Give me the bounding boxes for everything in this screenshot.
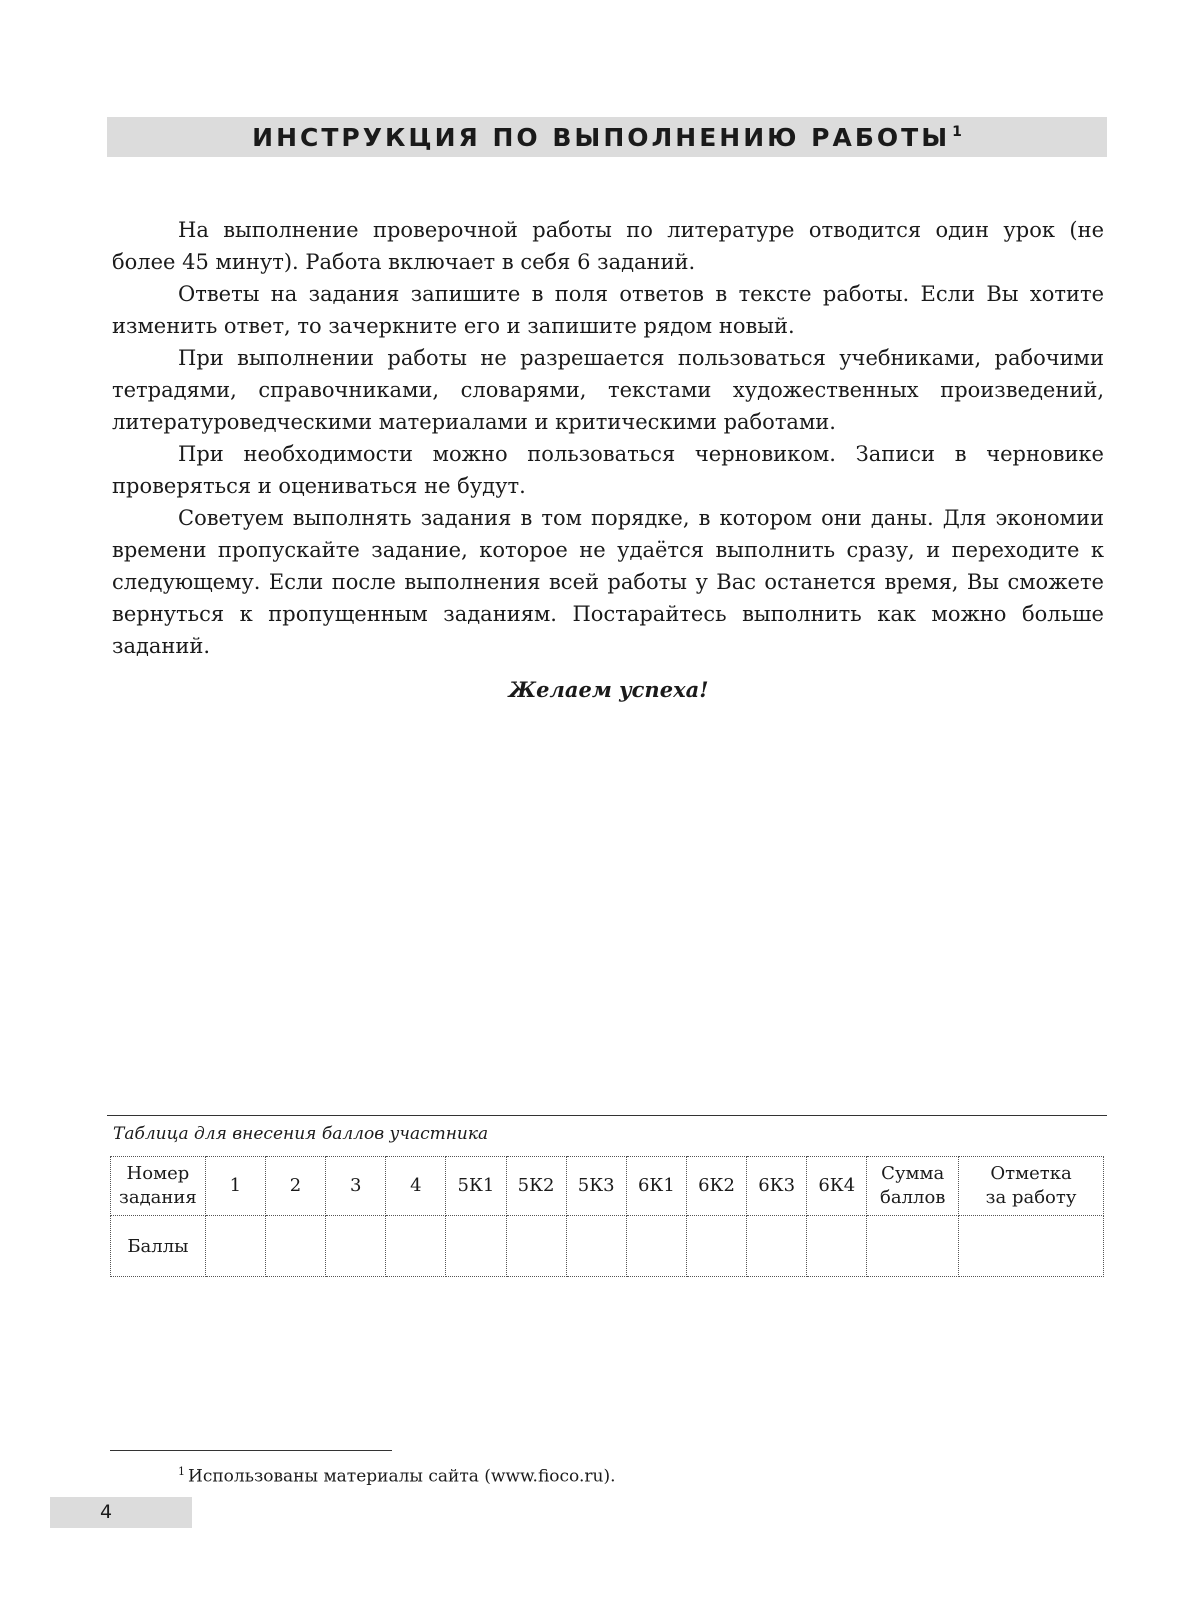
scores-row-label: Баллы (111, 1216, 206, 1277)
paragraph: При необходимости можно пользоваться черновиком. Записи в черновике проверяться и оцениваться не будут. (112, 442, 1104, 498)
score-cell[interactable] (205, 1216, 265, 1277)
score-cell[interactable] (446, 1216, 506, 1277)
table-scores-row (111, 1216, 1104, 1277)
sum-header: Сумма баллов (867, 1157, 959, 1216)
section-title-bar (107, 117, 1107, 157)
closing-wish: Желаем успеха! (508, 677, 709, 702)
score-cell[interactable] (386, 1216, 446, 1277)
grade-header: Отметка за работу (959, 1157, 1104, 1216)
instructions-text (112, 214, 1104, 662)
page-number-box (50, 1497, 192, 1528)
task-header-cell: 3 (326, 1157, 386, 1216)
paragraph: Советуем выполнять задания в том порядке, в котором они даны. Для экономии времени пропускайте задание, которое не удаётся выполнить сразу, и переходите к следующему. Если после выполнения всей работы у Вас останется время, Вы сможете вернуться к пропущенным заданиям. Постарайтесь выполнить как можно больше заданий. (112, 506, 1104, 658)
score-cell[interactable] (747, 1216, 807, 1277)
score-cell[interactable] (265, 1216, 325, 1277)
score-cell[interactable] (686, 1216, 746, 1277)
page-number: 4 (100, 1501, 113, 1523)
section-title: ИНСТРУКЦИЯ ПО ВЫПОЛНЕНИЮ РАБОТЫ $^1$ (252, 122, 962, 152)
score-cell[interactable] (626, 1216, 686, 1277)
score-cell[interactable] (807, 1216, 867, 1277)
task-header-cell: 6К3 (747, 1157, 807, 1216)
footnote-rule (110, 1450, 392, 1451)
task-header-cell: 5К1 (446, 1157, 506, 1216)
task-header-cell: 6К2 (686, 1157, 746, 1216)
table-top-rule (107, 1115, 1107, 1116)
task-header-cell: 4 (386, 1157, 446, 1216)
footnote-text: Использованы материалы сайта (www.fioco.ru). (188, 1466, 616, 1487)
task-header-cell: 5К2 (506, 1157, 566, 1216)
table-header-row (111, 1157, 1104, 1216)
task-header-cell: 1 (205, 1157, 265, 1216)
score-cell[interactable] (566, 1216, 626, 1277)
score-cell[interactable] (326, 1216, 386, 1277)
footnote-mark: 1 (178, 1465, 185, 1478)
title-footnote-mark: 1 (952, 124, 962, 141)
table-caption: Таблица для внесения баллов участника (113, 1124, 489, 1144)
grade-cell[interactable] (959, 1216, 1104, 1277)
task-number-header: Номер задания (111, 1157, 206, 1216)
score-cell[interactable] (506, 1216, 566, 1277)
task-header-cell: 6К1 (626, 1157, 686, 1216)
footnote (178, 1465, 616, 1487)
score-table (110, 1156, 1104, 1277)
paragraph: При выполнении работы не разрешается пользоваться учебниками, рабочими тетрадями, справочниками, словарями, текстами художественных произведений, литературоведческими материалами и критическими работами. (112, 346, 1104, 434)
task-header-cell: 5К3 (566, 1157, 626, 1216)
paragraph: На выполнение проверочной работы по литературе отводится один урок (не более 45 минут). Работа включает в себя 6 заданий. (112, 218, 1104, 274)
sum-cell[interactable] (867, 1216, 959, 1277)
paragraph: Ответы на задания запишите в поля ответов в тексте работы. Если Вы хотите изменить ответ, то зачеркните его и запишите рядом новый. (112, 282, 1104, 338)
task-header-cell: 6К4 (807, 1157, 867, 1216)
task-header-cell: 2 (265, 1157, 325, 1216)
